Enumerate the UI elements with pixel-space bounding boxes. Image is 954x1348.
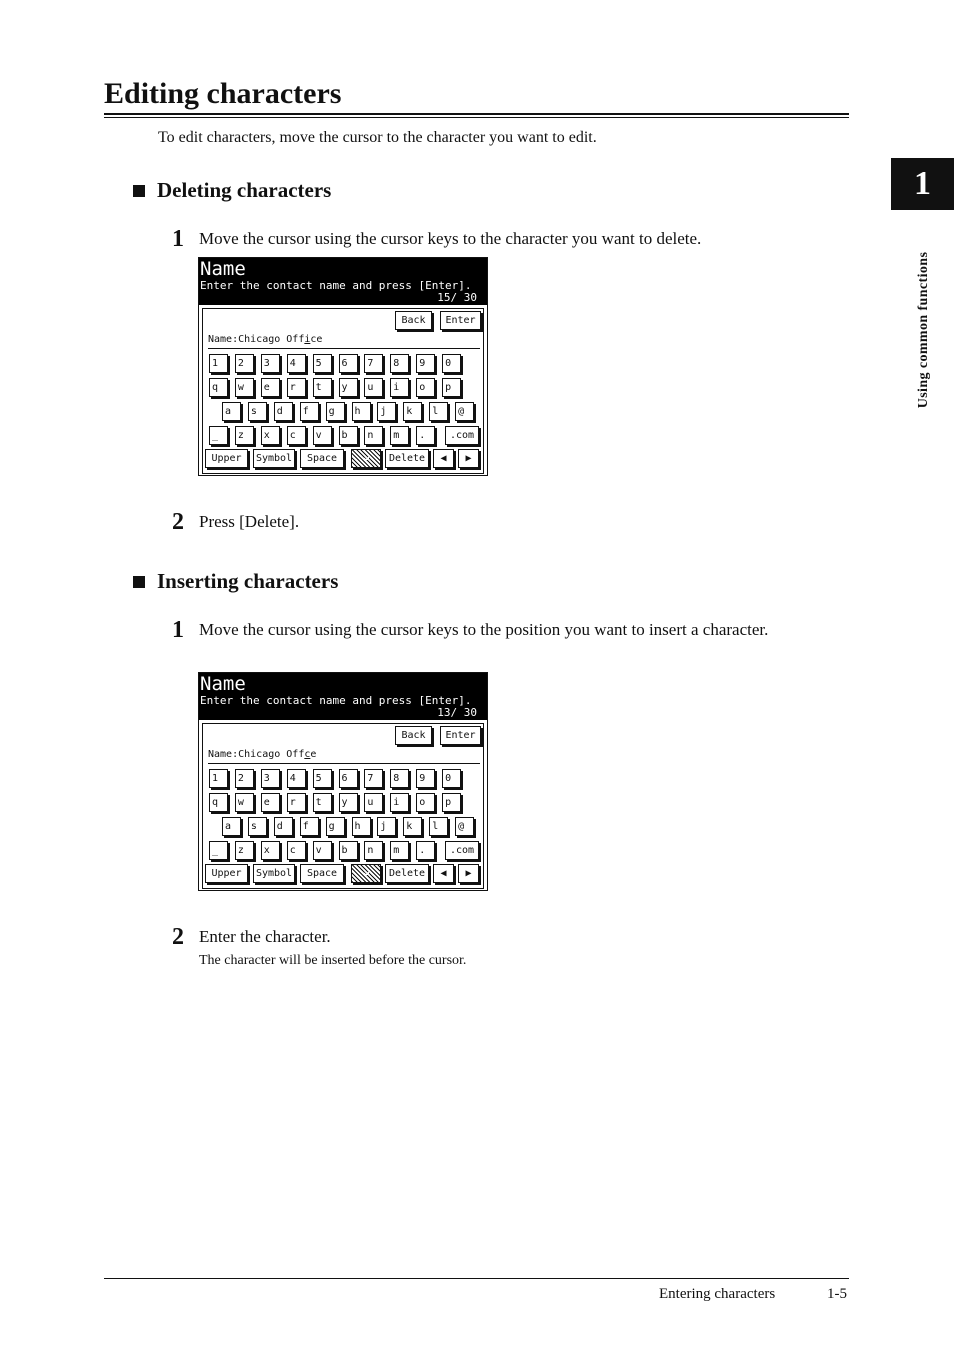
step-text: Press [Delete]. xyxy=(199,512,300,531)
device-screen-delete xyxy=(198,257,488,476)
name-field[interactable]: Name:Chicago Offce xyxy=(208,749,317,760)
key-row2-5[interactable]: y xyxy=(339,793,358,812)
key-row3-3[interactable]: f xyxy=(300,402,319,421)
screen-title: Name xyxy=(200,673,246,695)
key-row1-9[interactable]: 0 xyxy=(442,769,461,788)
key-row4-4[interactable]: v xyxy=(313,426,332,445)
key-row2-1[interactable]: w xyxy=(235,378,254,397)
key-row3-4[interactable]: g xyxy=(326,817,345,836)
upper-button[interactable]: Upper xyxy=(205,449,248,468)
key-row2-2[interactable]: e xyxy=(261,793,280,812)
key-row2-7[interactable]: i xyxy=(390,793,409,812)
key-row2-3[interactable]: r xyxy=(287,378,306,397)
key-row4-6[interactable]: n xyxy=(364,841,383,860)
enter-button[interactable]: Enter xyxy=(440,311,481,330)
key-row1-0[interactable]: 1 xyxy=(209,769,228,788)
step-number: 1 xyxy=(172,617,184,643)
key-row3-1[interactable]: s xyxy=(248,817,267,836)
key-row4-4[interactable]: v xyxy=(313,841,332,860)
text-cursor: i xyxy=(304,334,311,345)
key-row1-2[interactable]: 3 xyxy=(261,354,280,373)
key-row2-6[interactable]: u xyxy=(364,378,383,397)
page-title: Editing characters xyxy=(104,77,342,110)
key-row1-6[interactable]: 7 xyxy=(364,354,383,373)
screen-instruction: Enter the contact name and press [Enter]. xyxy=(200,694,472,707)
key-row2-2[interactable]: e xyxy=(261,378,280,397)
key-row3-8[interactable]: l xyxy=(429,817,448,836)
keyboard-panel xyxy=(202,308,484,474)
footer-page-number: 1-5 xyxy=(827,1286,847,1302)
key-row3-5[interactable]: h xyxy=(352,817,371,836)
enter-button[interactable]: Enter xyxy=(440,726,481,745)
field-underline xyxy=(208,763,480,764)
char-counter: 15/ 30 xyxy=(437,291,477,304)
key-row1-5[interactable]: 6 xyxy=(339,769,358,788)
key-row4-2[interactable]: x xyxy=(261,841,280,860)
text-cursor: c xyxy=(304,749,311,760)
field-underline xyxy=(208,348,480,349)
screen-instruction: Enter the contact name and press [Enter]. xyxy=(200,279,472,292)
step-note: The character will be inserted before the cursor. xyxy=(199,953,467,968)
key-row2-6[interactable]: u xyxy=(364,793,383,812)
key-row4-0[interactable]: _ xyxy=(209,426,228,445)
key-row3-4[interactable]: g xyxy=(326,402,345,421)
key-row3-6[interactable]: j xyxy=(377,817,396,836)
key-row2-0[interactable]: q xyxy=(209,378,228,397)
device-screen-insert xyxy=(198,672,488,891)
space-button[interactable]: Space xyxy=(300,864,344,883)
key-row4-5[interactable]: b xyxy=(339,841,358,860)
symbol-button[interactable]: Symbol xyxy=(253,864,295,883)
key-row3-0[interactable]: a xyxy=(222,402,241,421)
key-row2-8[interactable]: o xyxy=(416,793,435,812)
enter-return-key[interactable]: ↵ xyxy=(351,449,381,468)
delete-button[interactable]: Delete xyxy=(385,864,429,883)
section-heading-deleting: Deleting characters xyxy=(133,178,331,203)
key-row3-5[interactable]: h xyxy=(352,402,371,421)
enter-return-key[interactable]: ↵ xyxy=(351,864,381,883)
key-row1-2[interactable]: 3 xyxy=(261,769,280,788)
key-row2-4[interactable]: t xyxy=(313,793,332,812)
delete-button[interactable]: Delete xyxy=(385,449,429,468)
key-row2-8[interactable]: o xyxy=(416,378,435,397)
key-row1-1[interactable]: 2 xyxy=(235,769,254,788)
key-row3-2[interactable]: d xyxy=(274,402,293,421)
key-row3-6[interactable]: j xyxy=(377,402,396,421)
key-row2-0[interactable]: q xyxy=(209,793,228,812)
section-heading-inserting: Inserting characters xyxy=(133,569,338,594)
key-row3-0[interactable]: a xyxy=(222,817,241,836)
key-row3-3[interactable]: f xyxy=(300,817,319,836)
key-row4-2[interactable]: x xyxy=(261,426,280,445)
upper-button[interactable]: Upper xyxy=(205,864,248,883)
key-row1-7[interactable]: 8 xyxy=(390,769,409,788)
key-row3-7[interactable]: k xyxy=(403,817,422,836)
key-row3-2[interactable]: d xyxy=(274,817,293,836)
key-row2-3[interactable]: r xyxy=(287,793,306,812)
key-row1-4[interactable]: 5 xyxy=(313,769,332,788)
square-bullet-icon xyxy=(133,185,145,197)
key-row1-8[interactable]: 9 xyxy=(416,354,435,373)
key-row1-0[interactable]: 1 xyxy=(209,354,228,373)
key-row3-9[interactable]: @ xyxy=(455,817,474,836)
key-row1-5[interactable]: 6 xyxy=(339,354,358,373)
key-row2-9[interactable]: p xyxy=(442,793,461,812)
key-row3-1[interactable]: s xyxy=(248,402,267,421)
step-text: Move the cursor using the cursor keys to the position you want to insert a character. xyxy=(199,620,769,639)
cursor-left-icon[interactable]: ◀ xyxy=(433,864,454,883)
key-row1-9[interactable]: 0 xyxy=(442,354,461,373)
symbol-button[interactable]: Symbol xyxy=(253,449,295,468)
key-row4-0[interactable]: _ xyxy=(209,841,228,860)
cursor-right-icon[interactable]: ▶ xyxy=(458,864,479,883)
key-row1-1[interactable]: 2 xyxy=(235,354,254,373)
key-row4-6[interactable]: n xyxy=(364,426,383,445)
key-row2-9[interactable]: p xyxy=(442,378,461,397)
key-row1-6[interactable]: 7 xyxy=(364,769,383,788)
title-rule xyxy=(104,113,849,115)
step-number: 2 xyxy=(172,924,184,950)
key-row4-7[interactable]: m xyxy=(390,841,409,860)
key-row4-3[interactable]: c xyxy=(287,841,306,860)
footer-rule xyxy=(104,1278,849,1279)
key-row1-3[interactable]: 4 xyxy=(287,354,306,373)
step-text: Enter the character. xyxy=(199,927,331,946)
keyboard-panel xyxy=(202,723,484,889)
key-row3-7[interactable]: k xyxy=(403,402,422,421)
step-number: 1 xyxy=(172,226,184,252)
step-number: 2 xyxy=(172,509,184,535)
cursor-left-icon[interactable]: ◀ xyxy=(433,449,454,468)
screen-header xyxy=(199,673,487,720)
key-row4-8[interactable]: . xyxy=(416,426,435,445)
key-row4-1[interactable]: z xyxy=(235,841,254,860)
char-counter: 13/ 30 xyxy=(437,706,477,719)
chapter-tab: 1 xyxy=(891,158,954,210)
name-field[interactable]: Name:Chicago Office xyxy=(208,334,323,345)
screen-header xyxy=(199,258,487,305)
intro-text: To edit characters, move the cursor to the character you want to edit. xyxy=(158,129,597,146)
step-text: Move the cursor using the cursor keys to the character you want to delete. xyxy=(199,229,702,248)
dotcom-key[interactable]: .com xyxy=(445,841,479,860)
screen-title: Name xyxy=(200,258,246,280)
key-row2-1[interactable]: w xyxy=(235,793,254,812)
key-row4-8[interactable]: . xyxy=(416,841,435,860)
back-button[interactable]: Back xyxy=(395,311,432,330)
key-row2-7[interactable]: i xyxy=(390,378,409,397)
cursor-right-icon[interactable]: ▶ xyxy=(458,449,479,468)
dotcom-key[interactable]: .com xyxy=(445,426,479,445)
key-row1-7[interactable]: 8 xyxy=(390,354,409,373)
key-row1-8[interactable]: 9 xyxy=(416,769,435,788)
footer-section-name: Entering characters xyxy=(659,1286,776,1302)
key-row2-5[interactable]: y xyxy=(339,378,358,397)
key-row4-3[interactable]: c xyxy=(287,426,306,445)
space-button[interactable]: Space xyxy=(300,449,344,468)
key-row4-5[interactable]: b xyxy=(339,426,358,445)
back-button[interactable]: Back xyxy=(395,726,432,745)
key-row2-4[interactable]: t xyxy=(313,378,332,397)
title-rule-thin xyxy=(104,117,849,118)
key-row3-8[interactable]: l xyxy=(429,402,448,421)
key-row1-4[interactable]: 5 xyxy=(313,354,332,373)
side-chapter-label: Using common functions xyxy=(916,251,931,409)
key-row4-7[interactable]: m xyxy=(390,426,409,445)
key-row3-9[interactable]: @ xyxy=(455,402,474,421)
key-row4-1[interactable]: z xyxy=(235,426,254,445)
square-bullet-icon xyxy=(133,576,145,588)
key-row1-3[interactable]: 4 xyxy=(287,769,306,788)
